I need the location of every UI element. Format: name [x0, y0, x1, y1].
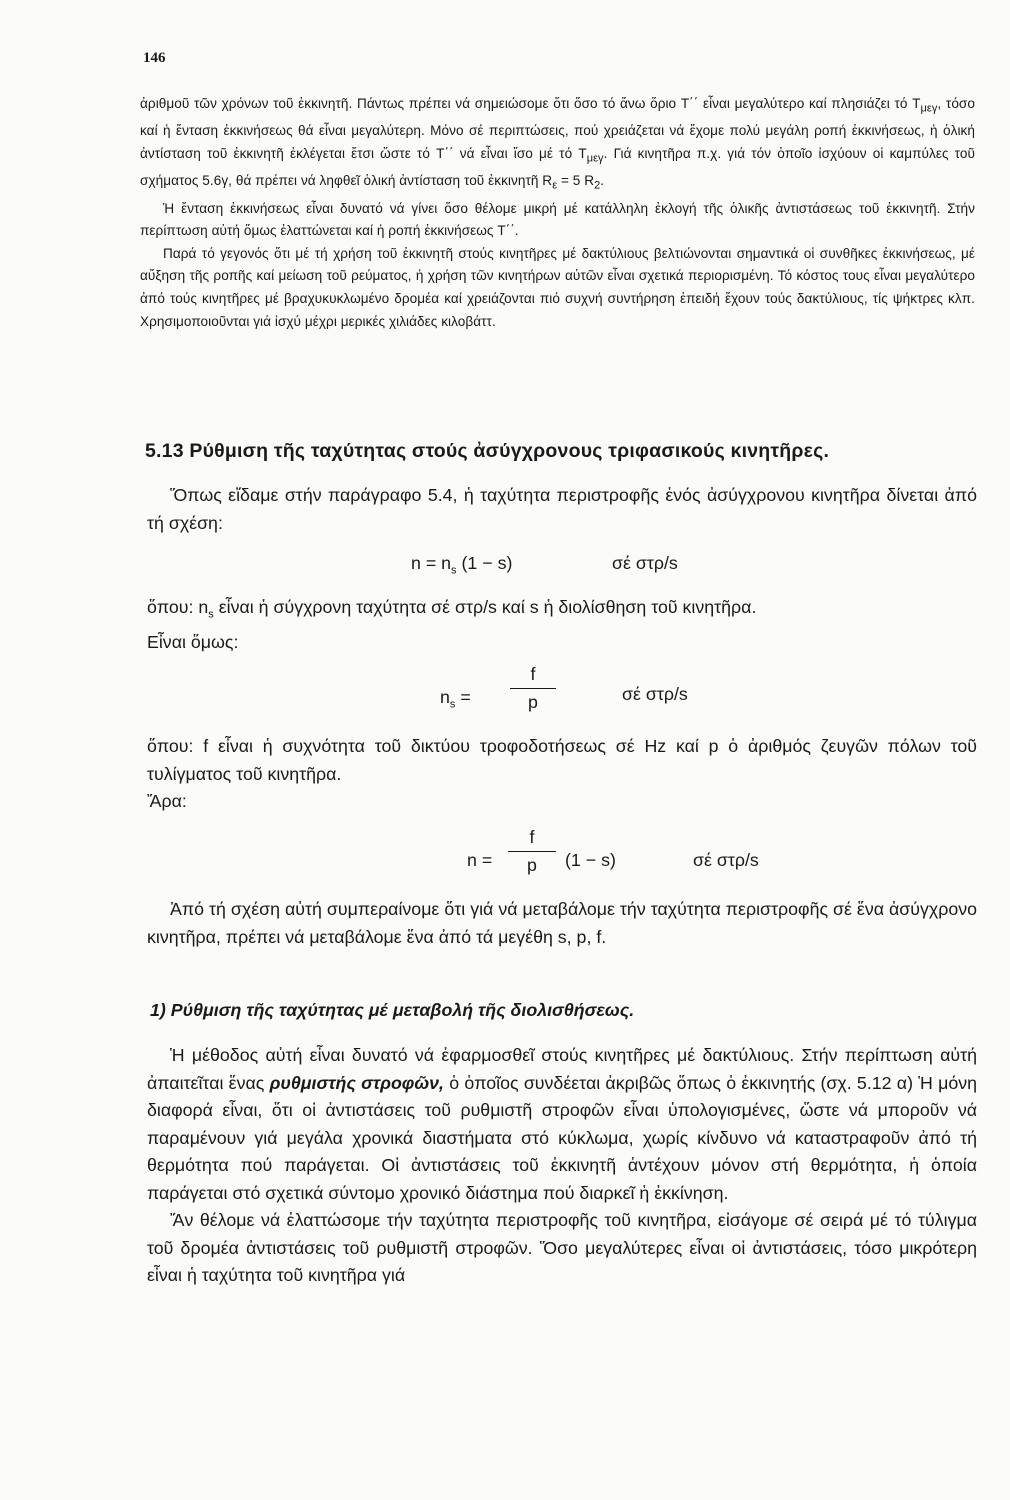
paragraph-ring-motors: Παρά τό γεγονός ὅτι μέ τή χρήση τοῦ ἐκκινητῆ στούς κινητῆρες μέ δακτύλιους βελτιώνονται σημαντικά οἱ συνθῆκες ἐκκινήσεως, μέ αὔξηση τῆς ροπῆς καί μείωση τοῦ ρεύματος, ἡ χρήση τῶν κινητήρων αὐτῶν εἶναι σχετικά περιορισμένη. Τό κόστος τους εἶναι μεγαλύτερο ἀπό τούς κινητῆρες μέ βραχυκυκλωμένο δρομέα καί χρειάζονται πιό συχνή συντήρηση ἐπειδή ἔχουν τούς δακτύλιους, τίς ψήκτρες κλπ. Χρησιμοποιοῦνται γιά ἰσχύ μέχρι μερικές χιλιάδες κιλοβάττ. [140, 245, 975, 329]
equation-speed-slip: $n = n_s$ (1 − s) [411, 553, 513, 577]
equation-speed-unit: σέ στρ/s [693, 850, 759, 870]
where-synchronous: ὅπου: $n_s$ εἶναι ἡ σύγχρονη ταχύτητα σέ στρ/s καί s ἡ διολίσθηση τοῦ κινητῆρα. Εἶναι ὅμως: [147, 597, 757, 653]
fraction-f-over-p-2: f p [508, 827, 556, 876]
paragraph-start-current: Ἡ ἔνταση ἐκκινήσεως εἶναι δυνατό νά γίνει ὅσο θέλομε μικρή μέ κατάλληλη ἐκλογή τῆς ὁλικῆς ἀντιστάσεως τοῦ ἐκκινητῆ. Στήν περίπτωση αὐτή ὅμως ἐλαττώνεται καί ἡ ροπή ἐκκινήσεως T΄΄. [140, 200, 975, 239]
equation-speed-slip-unit: σέ στρ/s [612, 553, 678, 573]
subsection-text [147, 1042, 977, 1290]
paragraph-speed-regulator: Ἡ μέθοδος αὐτή εἶναι δυνατό νά ἐφαρμοσθεῖ στούς κινητῆρες μέ δακτύλιους. Στήν περίπτωση αὐτή ἀπαιτεῖται ἕνας ρυθμιστής στροφῶν, ὁ ὁποῖος συνδέεται ἀκριβῶς ὅπως ὁ ἐκκινητής (σχ. 5.12 α) Ἡ μόνη διαφορά εἶναι, ὅτι οἱ ἀντιστάσεις τοῦ ρυθμιστῆ στροφῶν εἶναι ὑπολογισμένες, ὥστε νά μποροῦν νά παραμένουν γιά μεγάλα χρονικά διαστήματα στό κύκλωμα, χωρίς κίνδυνο νά καταστραφοῦν ἀπό τή θερμότητα πού παράγεται. Οἱ ἀντιστάσεις τοῦ ἐκκινητῆ ἀντέχουν μόνον στή θερμότητα, ἡ ὁποία παράγεται στό σχετικά σύντομο χρονικό διάστημα πού διαρκεῖ ἡ ἐκκίνηση. [147, 1045, 977, 1203]
section-intro: Ὅπως εἴδαμε στήν παράγραφο 5.4, ἡ ταχύτητα περιστροφῆς ἑνός ἀσύγχρονου κινητῆρα δίνεται ἀπό τή σχέση: [147, 485, 977, 533]
where-frequency: ὅπου: f εἶναι ἡ συχνότητα τοῦ δικτύου τροφοδοτήσεως σέ Hz καί p ὁ ἀριθμός ζευγῶν πόλων τοῦ τυλίγματος τοῦ κινητῆρα. Ἄρα: [147, 736, 977, 811]
conclusion-paragraph: Ἀπό τή σχέση αὐτή συμπεραίνομε ὅτι γιά νά μεταβάλομε τήν ταχύτητα περιστροφῆς σέ ἕνα ἀσύγχρονο κινητῆρα, πρέπει νά μεταβάλομε ἕνα ἀπό τά μεγέθη s, p, f. [147, 899, 977, 947]
equation-synchronous-lhs: $n_s$ = [440, 687, 471, 711]
top-text-block [140, 93, 975, 333]
page-number: 146 [143, 50, 166, 66]
equation-speed-rhs: (1 − s) [565, 850, 616, 870]
subsection-heading: 1) Ρύθμιση τῆς ταχύτητας μέ μεταβολή τῆς διολισθήσεως. [150, 1000, 635, 1020]
term-speed-regulator: ρυθμιστής στροφῶν, [269, 1072, 444, 1093]
paragraph-start-time: ἀριθμοῦ τῶν χρόνων τοῦ ἐκκινητῆ. Πάντως πρέπει νά σημειώσομε ὅτι ὅσο τό ἄνω ὅριο T΄΄ εἶναι μεγαλύτερο καί πλησιάζει τό $T_{\mu\varepsilon\gamma}$, τόσο καί ἡ ἔνταση ἐκκινήσεως θά εἶναι μεγαλύτερη. Μόνο σέ περιπτώσεις, πού χρειάζεται νά ἔχομε πολύ μεγάλη ροπή ἐκκινήσεως, ἡ ὁλική ἀντίσταση τοῦ ἐκκινητῆ ἐκλέγεται ἔτσι ὥστε τό T΄΄ νά εἶναι ἴσο μέ τό $T_{\mu\varepsilon\gamma}$. Γιά κινητῆρα π.χ. γιά τόν ὁποῖο ἰσχύουν οἱ καμπύλες τοῦ σχήματος 5.6γ, θά πρέπει νά ληφθεῖ ὁλική ἀντίσταση τοῦ ἐκκινητῆ $R_\varepsilon = 5$ $R_2$. [140, 96, 976, 192]
paragraph-reduce-speed: Ἄν θέλομε νά ἐλαττώσομε τήν ταχύτητα περιστροφῆς τοῦ κινητῆρα, εἰσάγομε σέ σειρά μέ τό τύλιγμα τοῦ δρομέα ἀντιστάσεις τοῦ ρυθμιστῆ στροφῶν. Ὅσο μεγαλύτερες εἶναι οἱ ἀντιστάσεις, τόσο μικρότερη εἶναι ἡ ταχύτητα τοῦ κινητῆρα γιά [147, 1210, 977, 1285]
equation-speed-lhs: n = [467, 850, 493, 870]
section-heading: 5.13 Ρύθμιση τῆς ταχύτητας στούς ἀσύγχρονους τριφασικούς κινητῆρες. [145, 440, 830, 462]
fraction-f-over-p: f p [510, 664, 556, 713]
equation-synchronous-unit: σέ στρ/s [622, 684, 688, 704]
